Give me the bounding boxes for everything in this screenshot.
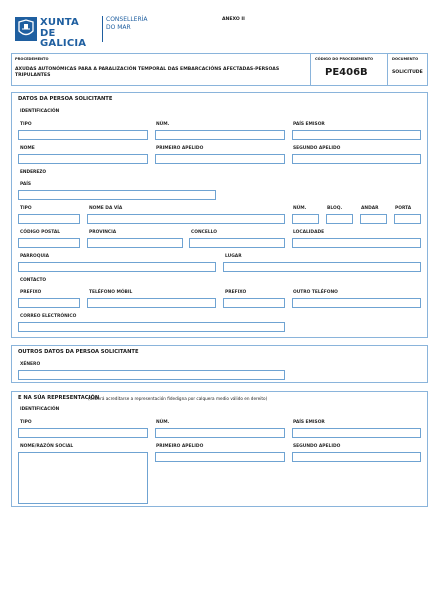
applicant-section-title: DATOS DA PERSOA SOLICITANTE	[18, 96, 113, 102]
procedure-title-line2: TRIPULANTES	[15, 73, 51, 78]
rep-tipo-label: TIPO	[20, 420, 32, 425]
telefono-mobil-label: TELÉFONO MÓBIL	[89, 290, 133, 295]
lugar-field[interactable]	[223, 262, 421, 272]
rep-segundo-apelido-label: SEGUNDO APELIDO	[293, 444, 341, 449]
pais-emisor-field[interactable]	[292, 130, 421, 140]
tipo-via-label: TIPO	[20, 206, 32, 211]
bloq-label: BLOQ.	[327, 206, 343, 211]
rep-nome-razon-label: NOME/RAZÓN SOCIAL	[20, 444, 74, 449]
logo-divider	[102, 16, 103, 42]
xenero-label: XÉNERO	[20, 362, 41, 367]
provincia-field[interactable]	[87, 238, 183, 248]
provincia-label: PROVINCIA	[89, 230, 117, 235]
department-line1: CONSELLERÍA	[106, 16, 148, 23]
procedure-divider	[310, 54, 311, 86]
pais-emisor-label: PAÍS EMISOR	[293, 122, 325, 127]
bloq-field[interactable]	[326, 214, 353, 224]
rep-num-field[interactable]	[155, 428, 285, 438]
rep-pais-emisor-field[interactable]	[292, 428, 421, 438]
segundo-apelido-field[interactable]	[292, 154, 421, 164]
representation-note: (deberá acreditarse a representación fidedigna por calquera medio válido en dereito)	[88, 395, 268, 401]
nome-label: NOME	[20, 146, 35, 151]
tipo-field[interactable]	[18, 130, 148, 140]
annex-label: ANEXO II	[222, 17, 245, 22]
rep-identification-heading: IDENTIFICACIÓN	[20, 407, 60, 412]
localidade-label: LOCALIDADE	[293, 230, 325, 235]
nome-via-label: NOME DA VÍA	[89, 206, 123, 211]
nome-field[interactable]	[18, 154, 148, 164]
document-value: SOLICITUDE	[392, 70, 423, 75]
other-data-title: OUTROS DATOS DA PERSOA SOLICITANTE	[18, 349, 139, 355]
porta-field[interactable]	[394, 214, 421, 224]
concello-label: CONCELLO	[191, 230, 218, 235]
pais-field[interactable]	[18, 190, 216, 200]
procedure-code: PE406B	[325, 67, 368, 78]
concello-field[interactable]	[189, 238, 285, 248]
parroquia-field[interactable]	[18, 262, 216, 272]
contacto-heading: CONTACTO	[20, 278, 47, 283]
rep-primeiro-apelido-label: PRIMEIRO APELIDO	[156, 444, 204, 449]
procedure-title-line1: AXUDAS AUTONÓMICAS PARA A PARALIZACIÓN TEMPORAL DAS EMBARCACIÓNS AFECTADAS-PERSOAS	[15, 67, 280, 72]
rep-tipo-field[interactable]	[18, 428, 148, 438]
pais-label: PAÍS	[20, 182, 32, 187]
rep-nome-razon-field[interactable]	[18, 452, 148, 504]
telefono-mobil-field[interactable]	[87, 298, 216, 308]
document-divider	[387, 54, 388, 86]
segundo-apelido-label: SEGUNDO APELIDO	[293, 146, 341, 151]
parroquia-label: PARROQUIA	[20, 254, 50, 259]
nome-via-field[interactable]	[87, 214, 285, 224]
procedure-label: PROCEDEMENTO	[15, 57, 49, 61]
logo-text-line2: DE GALICIA	[40, 28, 87, 49]
document-label: DOCUMENTO	[392, 57, 419, 61]
rep-primeiro-apelido-field[interactable]	[155, 452, 285, 462]
primeiro-apelido-field[interactable]	[155, 154, 285, 164]
prefixo2-field[interactable]	[223, 298, 285, 308]
prefixo2-label: PREFIXO	[225, 290, 247, 295]
porta-label: PORTA	[395, 206, 412, 211]
tipo-label: TIPO	[20, 122, 32, 127]
andar-field[interactable]	[360, 214, 387, 224]
xenero-field[interactable]	[18, 370, 285, 380]
outro-telefono-field[interactable]	[292, 298, 421, 308]
prefixo-field[interactable]	[18, 298, 80, 308]
enderezo-heading: ENDEREZO	[20, 170, 47, 175]
outro-telefono-label: OUTRO TELÉFONO	[293, 290, 338, 295]
primeiro-apelido-label: PRIMEIRO APELIDO	[156, 146, 204, 151]
procedure-code-label: CÓDIGO DO PROCEDEMENTO	[315, 57, 374, 61]
num-field[interactable]	[155, 130, 285, 140]
procedure-box	[11, 53, 428, 86]
codigo-postal-label: CÓDIGO POSTAL	[20, 230, 61, 235]
lugar-label: LUGAR	[225, 254, 242, 259]
num-label: NÚM.	[156, 122, 170, 127]
identification-heading: IDENTIFICACIÓN	[20, 109, 60, 114]
num-via-field[interactable]	[292, 214, 319, 224]
xunta-logo	[15, 17, 101, 49]
department-line2: DO MAR	[106, 24, 131, 31]
correo-label: CORREO ELECTRÓNICO	[20, 314, 77, 319]
codigo-postal-field[interactable]	[18, 238, 80, 248]
logo-text-line1: XUNTA	[40, 17, 79, 28]
tipo-via-field[interactable]	[18, 214, 80, 224]
rep-num-label: NÚM.	[156, 420, 170, 425]
rep-segundo-apelido-field[interactable]	[292, 452, 421, 462]
num-via-label: NÚM.	[293, 206, 307, 211]
andar-label: ANDAR	[361, 206, 379, 211]
localidade-field[interactable]	[292, 238, 421, 248]
galicia-emblem-icon	[15, 17, 37, 41]
representation-title: E NA SÚA REPRESENTACIÓN	[18, 395, 100, 401]
prefixo-label: PREFIXO	[20, 290, 42, 295]
correo-field[interactable]	[18, 322, 285, 332]
rep-pais-emisor-label: PAÍS EMISOR	[293, 420, 325, 425]
